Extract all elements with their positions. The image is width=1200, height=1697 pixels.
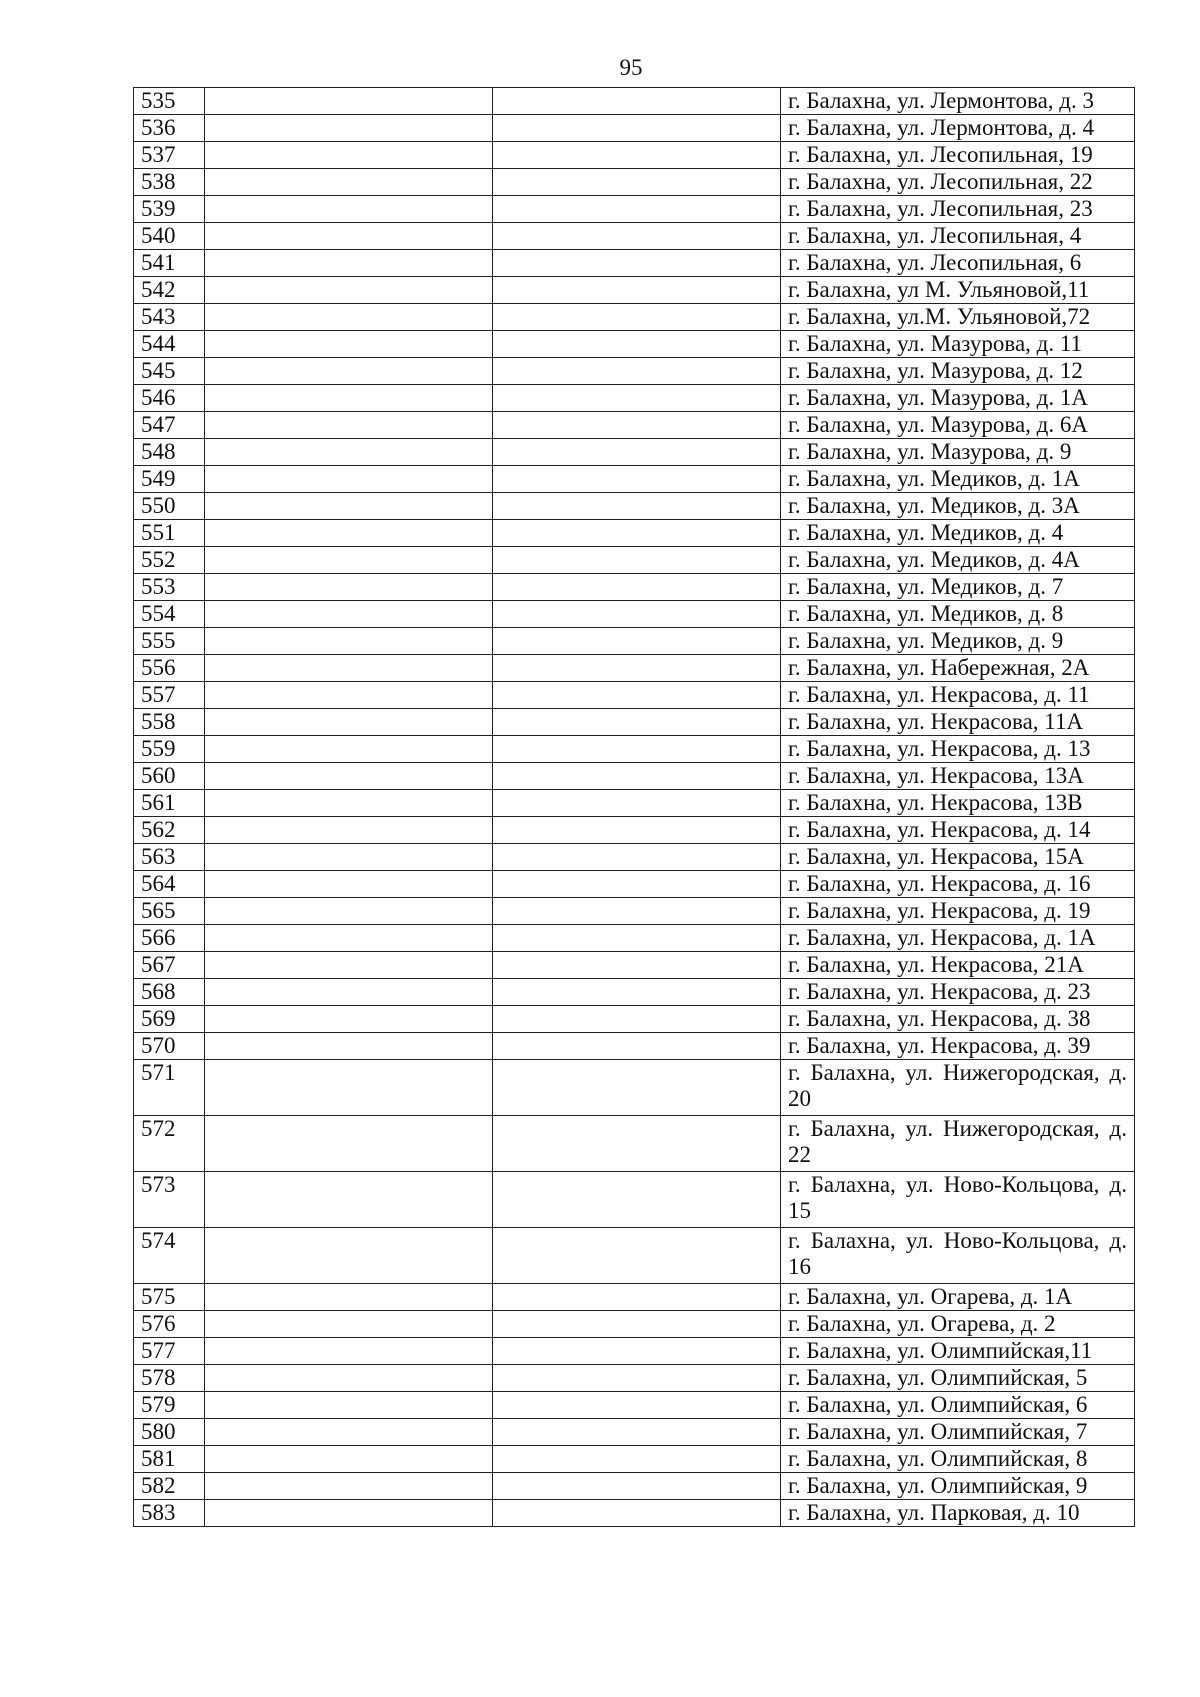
table-row [134, 250, 1135, 277]
empty-cell [493, 547, 781, 574]
empty-cell [493, 439, 781, 466]
empty-cell [205, 709, 493, 736]
empty-cell [493, 601, 781, 628]
address-cell: г. Балахна, ул. Некрасова, 11А [781, 709, 1135, 736]
empty-cell [205, 250, 493, 277]
address-cell: г. Балахна, ул. Нижегородская, д. 22 [781, 1116, 1135, 1172]
table-row [134, 898, 1135, 925]
table-row [134, 1284, 1135, 1311]
empty-cell [493, 898, 781, 925]
row-number-cell: 550 [134, 493, 205, 520]
address-cell: г. Балахна, ул. Некрасова, д. 23 [781, 979, 1135, 1006]
empty-cell [493, 1116, 781, 1172]
address-cell: г. Балахна, ул. Некрасова, д. 38 [781, 1006, 1135, 1033]
empty-cell [205, 979, 493, 1006]
empty-cell [493, 196, 781, 223]
empty-cell [493, 88, 781, 115]
table-row [134, 601, 1135, 628]
row-number-cell: 545 [134, 358, 205, 385]
address-cell: г. Балахна, ул. Огарева, д. 1А [781, 1284, 1135, 1311]
address-cell: г. Балахна, ул. Мазурова, д. 11 [781, 331, 1135, 358]
row-number-cell: 570 [134, 1033, 205, 1060]
table-row [134, 1338, 1135, 1365]
table-row [134, 142, 1135, 169]
empty-cell [205, 1473, 493, 1500]
address-table-body [134, 88, 1135, 1527]
empty-cell [493, 574, 781, 601]
row-number-cell: 560 [134, 763, 205, 790]
address-cell: г. Балахна, ул.М. Ульяновой,72 [781, 304, 1135, 331]
empty-cell [205, 1419, 493, 1446]
row-number-cell: 581 [134, 1446, 205, 1473]
address-cell: г. Балахна, ул. Олимпийская, 8 [781, 1446, 1135, 1473]
empty-cell [205, 466, 493, 493]
table-row [134, 88, 1135, 115]
empty-cell [493, 385, 781, 412]
address-cell: г. Балахна, ул. Медиков, д. 3А [781, 493, 1135, 520]
table-row [134, 547, 1135, 574]
empty-cell [493, 1172, 781, 1228]
row-number-cell: 541 [134, 250, 205, 277]
table-row [134, 1033, 1135, 1060]
empty-cell [205, 1446, 493, 1473]
address-cell: г. Балахна, ул. Медиков, д. 4 [781, 520, 1135, 547]
row-number-cell: 572 [134, 1116, 205, 1172]
row-number-cell: 568 [134, 979, 205, 1006]
empty-cell [205, 628, 493, 655]
table-row [134, 331, 1135, 358]
table-row [134, 358, 1135, 385]
address-cell: г. Балахна, ул. Некрасова, д. 16 [781, 871, 1135, 898]
table-row [134, 1311, 1135, 1338]
address-cell: г. Балахна, ул. Медиков, д. 9 [781, 628, 1135, 655]
address-cell: г. Балахна, ул. Нижегородская, д. 20 [781, 1060, 1135, 1116]
address-cell: г. Балахна, ул. Мазурова, д. 9 [781, 439, 1135, 466]
row-number-cell: 542 [134, 277, 205, 304]
row-number-cell: 559 [134, 736, 205, 763]
empty-cell [205, 1033, 493, 1060]
row-number-cell: 566 [134, 925, 205, 952]
table-row [134, 709, 1135, 736]
address-table [133, 87, 1135, 1527]
empty-cell [205, 385, 493, 412]
empty-cell [493, 358, 781, 385]
table-row [134, 1060, 1135, 1116]
empty-cell [205, 169, 493, 196]
row-number-cell: 563 [134, 844, 205, 871]
empty-cell [493, 142, 781, 169]
address-cell: г. Балахна, ул. Мазурова, д. 12 [781, 358, 1135, 385]
empty-cell [493, 1311, 781, 1338]
empty-cell [205, 142, 493, 169]
row-number-cell: 577 [134, 1338, 205, 1365]
empty-cell [493, 709, 781, 736]
table-row [134, 439, 1135, 466]
empty-cell [205, 655, 493, 682]
address-cell: г. Балахна, ул. Некрасова, 13А [781, 763, 1135, 790]
table-row [134, 1116, 1135, 1172]
row-number-cell: 555 [134, 628, 205, 655]
row-number-cell: 574 [134, 1228, 205, 1284]
empty-cell [205, 439, 493, 466]
row-number-cell: 583 [134, 1500, 205, 1527]
address-cell: г. Балахна, ул. Медиков, д. 7 [781, 574, 1135, 601]
row-number-cell: 579 [134, 1392, 205, 1419]
empty-cell [205, 1284, 493, 1311]
table-row [134, 115, 1135, 142]
row-number-cell: 551 [134, 520, 205, 547]
address-cell: г. Балахна, ул. Олимпийская, 6 [781, 1392, 1135, 1419]
empty-cell [493, 520, 781, 547]
empty-cell [205, 1500, 493, 1527]
empty-cell [205, 790, 493, 817]
address-cell: г. Балахна, ул. Набережная, 2А [781, 655, 1135, 682]
empty-cell [493, 1446, 781, 1473]
row-number-cell: 580 [134, 1419, 205, 1446]
empty-cell [205, 1116, 493, 1172]
empty-cell [493, 952, 781, 979]
empty-cell [205, 952, 493, 979]
row-number-cell: 565 [134, 898, 205, 925]
empty-cell [493, 1228, 781, 1284]
row-number-cell: 567 [134, 952, 205, 979]
table-row [134, 1419, 1135, 1446]
address-cell: г. Балахна, ул. Лесопильная, 22 [781, 169, 1135, 196]
empty-cell [493, 655, 781, 682]
table-row [134, 169, 1135, 196]
table-row [134, 1446, 1135, 1473]
table-row [134, 871, 1135, 898]
table-row [134, 574, 1135, 601]
empty-cell [205, 1006, 493, 1033]
empty-cell [493, 817, 781, 844]
address-cell: г. Балахна, ул. Мазурова, д. 1А [781, 385, 1135, 412]
row-number-cell: 554 [134, 601, 205, 628]
empty-cell [493, 1033, 781, 1060]
table-row [134, 1006, 1135, 1033]
row-number-cell: 536 [134, 115, 205, 142]
empty-cell [205, 304, 493, 331]
table-row [134, 844, 1135, 871]
empty-cell [493, 925, 781, 952]
address-cell: г. Балахна, ул. Олимпийская, 7 [781, 1419, 1135, 1446]
address-cell: г. Балахна, ул. Некрасова, д. 19 [781, 898, 1135, 925]
address-cell: г. Балахна, ул. Лермонтова, д. 4 [781, 115, 1135, 142]
table-row [134, 628, 1135, 655]
address-cell: г. Балахна, ул. Огарева, д. 2 [781, 1311, 1135, 1338]
address-cell: г. Балахна, ул. Ново-Кольцова, д. 15 [781, 1172, 1135, 1228]
row-number-cell: 556 [134, 655, 205, 682]
row-number-cell: 538 [134, 169, 205, 196]
empty-cell [493, 169, 781, 196]
row-number-cell: 575 [134, 1284, 205, 1311]
table-row [134, 196, 1135, 223]
table-row [134, 277, 1135, 304]
address-cell: г. Балахна, ул. Мазурова, д. 6А [781, 412, 1135, 439]
table-row [134, 304, 1135, 331]
empty-cell [205, 844, 493, 871]
empty-cell [493, 979, 781, 1006]
empty-cell [205, 1172, 493, 1228]
empty-cell [493, 331, 781, 358]
empty-cell [205, 493, 493, 520]
empty-cell [493, 1284, 781, 1311]
row-number-cell: 537 [134, 142, 205, 169]
empty-cell [205, 1060, 493, 1116]
empty-cell [205, 1338, 493, 1365]
empty-cell [493, 493, 781, 520]
row-number-cell: 569 [134, 1006, 205, 1033]
address-cell: г. Балахна, ул. Медиков, д. 4А [781, 547, 1135, 574]
row-number-cell: 571 [134, 1060, 205, 1116]
row-number-cell: 561 [134, 790, 205, 817]
row-number-cell: 573 [134, 1172, 205, 1228]
row-number-cell: 535 [134, 88, 205, 115]
table-row [134, 466, 1135, 493]
address-cell: г. Балахна, ул. Лесопильная, 23 [781, 196, 1135, 223]
table-row [134, 952, 1135, 979]
row-number-cell: 540 [134, 223, 205, 250]
empty-cell [493, 466, 781, 493]
table-row [134, 1392, 1135, 1419]
empty-cell [493, 1500, 781, 1527]
empty-cell [205, 88, 493, 115]
empty-cell [205, 1311, 493, 1338]
table-row [134, 1172, 1135, 1228]
empty-cell [205, 574, 493, 601]
empty-cell [493, 1338, 781, 1365]
row-number-cell: 539 [134, 196, 205, 223]
table-row [134, 736, 1135, 763]
address-cell: г. Балахна, ул. Некрасова, д. 14 [781, 817, 1135, 844]
empty-cell [205, 1228, 493, 1284]
address-cell: г. Балахна, ул. Олимпийская, 5 [781, 1365, 1135, 1392]
empty-cell [205, 763, 493, 790]
empty-cell [493, 1473, 781, 1500]
empty-cell [493, 115, 781, 142]
empty-cell [205, 817, 493, 844]
address-cell: г. Балахна, ул. Олимпийская, 9 [781, 1473, 1135, 1500]
empty-cell [205, 1365, 493, 1392]
empty-cell [205, 412, 493, 439]
empty-cell [493, 1392, 781, 1419]
table-row [134, 979, 1135, 1006]
address-cell: г. Балахна, ул. Некрасова, д. 1А [781, 925, 1135, 952]
empty-cell [493, 223, 781, 250]
address-cell: г. Балахна, ул. Некрасова, 15А [781, 844, 1135, 871]
address-cell: г. Балахна, ул. Парковая, д. 10 [781, 1500, 1135, 1527]
row-number-cell: 552 [134, 547, 205, 574]
address-cell: г. Балахна, ул. Некрасова, д. 39 [781, 1033, 1135, 1060]
address-cell: г. Балахна, ул. Некрасова, 13В [781, 790, 1135, 817]
empty-cell [205, 520, 493, 547]
row-number-cell: 558 [134, 709, 205, 736]
empty-cell [493, 871, 781, 898]
address-cell: г. Балахна, ул. Лесопильная, 4 [781, 223, 1135, 250]
empty-cell [493, 304, 781, 331]
address-cell: г. Балахна, ул. Некрасова, 21А [781, 952, 1135, 979]
table-row [134, 385, 1135, 412]
row-number-cell: 576 [134, 1311, 205, 1338]
empty-cell [493, 1365, 781, 1392]
empty-cell [205, 547, 493, 574]
empty-cell [205, 871, 493, 898]
row-number-cell: 546 [134, 385, 205, 412]
row-number-cell: 557 [134, 682, 205, 709]
empty-cell [493, 844, 781, 871]
table-row [134, 412, 1135, 439]
table-row [134, 682, 1135, 709]
empty-cell [493, 628, 781, 655]
table-row [134, 763, 1135, 790]
address-cell: г. Балахна, ул. Ново-Кольцова, д. 16 [781, 1228, 1135, 1284]
row-number-cell: 553 [134, 574, 205, 601]
table-row [134, 1500, 1135, 1527]
address-cell: г. Балахна, ул. Некрасова, д. 11 [781, 682, 1135, 709]
empty-cell [205, 196, 493, 223]
empty-cell [205, 223, 493, 250]
address-cell: г. Балахна, ул. Олимпийская,11 [781, 1338, 1135, 1365]
table-row [134, 493, 1135, 520]
empty-cell [493, 1060, 781, 1116]
table-row [134, 655, 1135, 682]
empty-cell [205, 736, 493, 763]
address-cell: г. Балахна, ул. Лесопильная, 19 [781, 142, 1135, 169]
table-row [134, 1473, 1135, 1500]
row-number-cell: 582 [134, 1473, 205, 1500]
address-cell: г. Балахна, ул. Лермонтова, д. 3 [781, 88, 1135, 115]
empty-cell [493, 736, 781, 763]
empty-cell [493, 412, 781, 439]
empty-cell [493, 682, 781, 709]
row-number-cell: 543 [134, 304, 205, 331]
empty-cell [493, 277, 781, 304]
row-number-cell: 578 [134, 1365, 205, 1392]
table-row [134, 925, 1135, 952]
address-cell: г. Балахна, ул. Лесопильная, 6 [781, 250, 1135, 277]
row-number-cell: 549 [134, 466, 205, 493]
empty-cell [493, 1006, 781, 1033]
empty-cell [205, 331, 493, 358]
empty-cell [493, 250, 781, 277]
page-number: 95 [619, 55, 643, 80]
empty-cell [205, 115, 493, 142]
empty-cell [493, 763, 781, 790]
empty-cell [205, 358, 493, 385]
empty-cell [205, 898, 493, 925]
row-number-cell: 548 [134, 439, 205, 466]
table-row [134, 1228, 1135, 1284]
empty-cell [205, 601, 493, 628]
row-number-cell: 564 [134, 871, 205, 898]
table-row [134, 223, 1135, 250]
table-row [134, 790, 1135, 817]
row-number-cell: 544 [134, 331, 205, 358]
address-cell: г. Балахна, ул. Некрасова, д. 13 [781, 736, 1135, 763]
empty-cell [205, 925, 493, 952]
table-row [134, 817, 1135, 844]
row-number-cell: 562 [134, 817, 205, 844]
empty-cell [205, 1392, 493, 1419]
empty-cell [205, 682, 493, 709]
address-cell: г. Балахна, ул. Медиков, д. 1А [781, 466, 1135, 493]
row-number-cell: 547 [134, 412, 205, 439]
address-cell: г. Балахна, ул. Медиков, д. 8 [781, 601, 1135, 628]
address-cell: г. Балахна, ул М. Ульяновой,11 [781, 277, 1135, 304]
empty-cell [205, 277, 493, 304]
empty-cell [493, 1419, 781, 1446]
empty-cell [493, 790, 781, 817]
table-row [134, 1365, 1135, 1392]
table-row [134, 520, 1135, 547]
